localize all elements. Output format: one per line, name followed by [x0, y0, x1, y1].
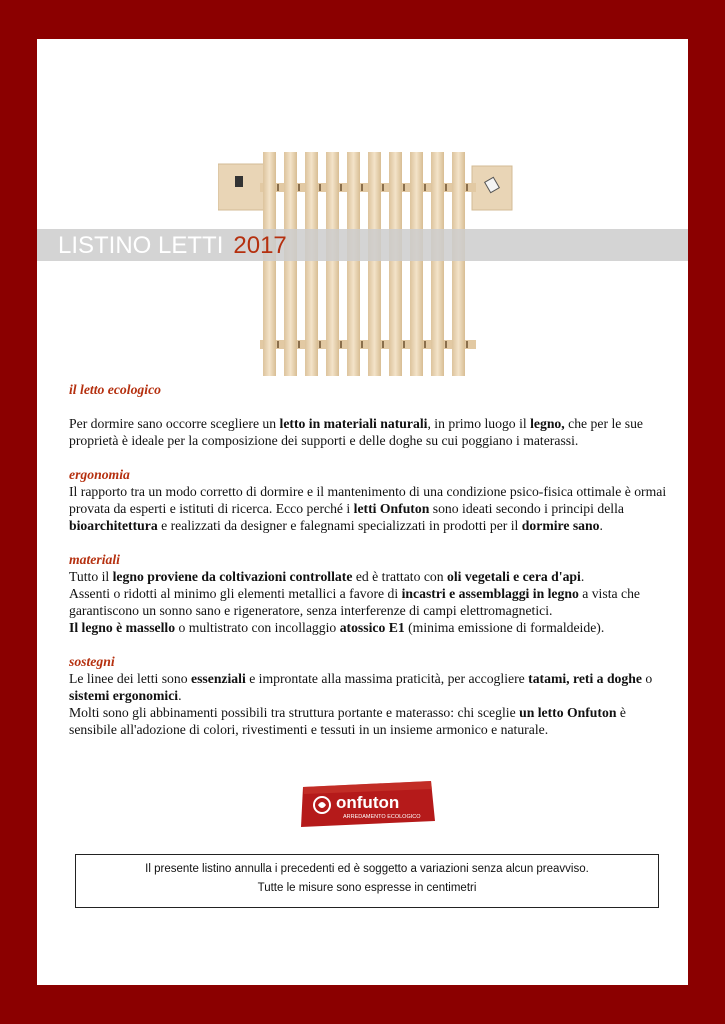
paragraph-ergonomia: Il rapporto tra un modo corretto di dormire e il mantenimento di una condizione psico-fisica ottimale è ormai provata da esperti e istituti di ricerca. Ecco perché i letti Onfuton sono ideati secondo i principi della bioarchitettura e realizzati da designer e falegnami specializzati in prodotti per il dormire sano. [69, 484, 667, 533]
notice-box [75, 854, 659, 908]
body-text [69, 381, 669, 738]
paragraph-sostegni-2: Molti sono gli abbinamenti possibili tra struttura portante e materasso: chi sceglie un letto Onfuton è sensibile all'adozione di colori, rivestimenti e tessuti in un insieme armonico e naturale. [69, 705, 626, 737]
heading-sostegni: sostegni [69, 654, 115, 669]
heading-ergonomia: ergonomia [69, 467, 130, 482]
heading-letto-ecologico: il letto ecologico [69, 382, 161, 397]
logo-tagline: ARREDAMENTO ECOLOGICO [343, 814, 421, 820]
document-page [37, 39, 688, 985]
paragraph-materiali-3: Il legno è massello o multistrato con incollaggio atossico E1 (minima emissione di formaldeide). [69, 620, 605, 635]
onfuton-logo [299, 781, 435, 827]
notice-line-1: Il presente listino annulla i precedenti ed è soggetto a variazioni senza alcun preavviso. [145, 863, 589, 875]
page-title: LISTINO LETTI 2017 [58, 232, 287, 259]
heading-materiali: materiali [69, 552, 120, 567]
notice-line-2: Tutte le misure sono espresse in centimetri [257, 882, 477, 894]
paragraph-letto-ecologico: Per dormire sano occorre scegliere un letto in materiali naturali, in primo luogo il legno, che per le sue proprietà è ideale per la composizione dei supporti e delle doghe su cui poggiano i materassi. [69, 416, 643, 448]
paragraph-materiali-1: Tutto il legno proviene da coltivazioni controllate ed è trattato con oli vegetali e cera d'api. [69, 569, 585, 584]
paragraph-sostegni-1: Le linee dei letti sono essenziali e improntate alla massima praticità, per accogliere tatami, reti a doghe o sistemi ergonomici. [69, 671, 653, 703]
paragraph-materiali-2: Assenti o ridotti al minimo gli elementi metallici a favore di incastri e assemblaggi in legno a vista che garantiscono un sonno sano e rigeneratore, senza interferenze di campi elettromagnetici. [69, 586, 640, 618]
bed-frame-illustration [218, 152, 518, 382]
logo-name: onfuton [336, 793, 400, 812]
title-bar [37, 229, 688, 261]
title-year: 2017 [233, 232, 287, 259]
